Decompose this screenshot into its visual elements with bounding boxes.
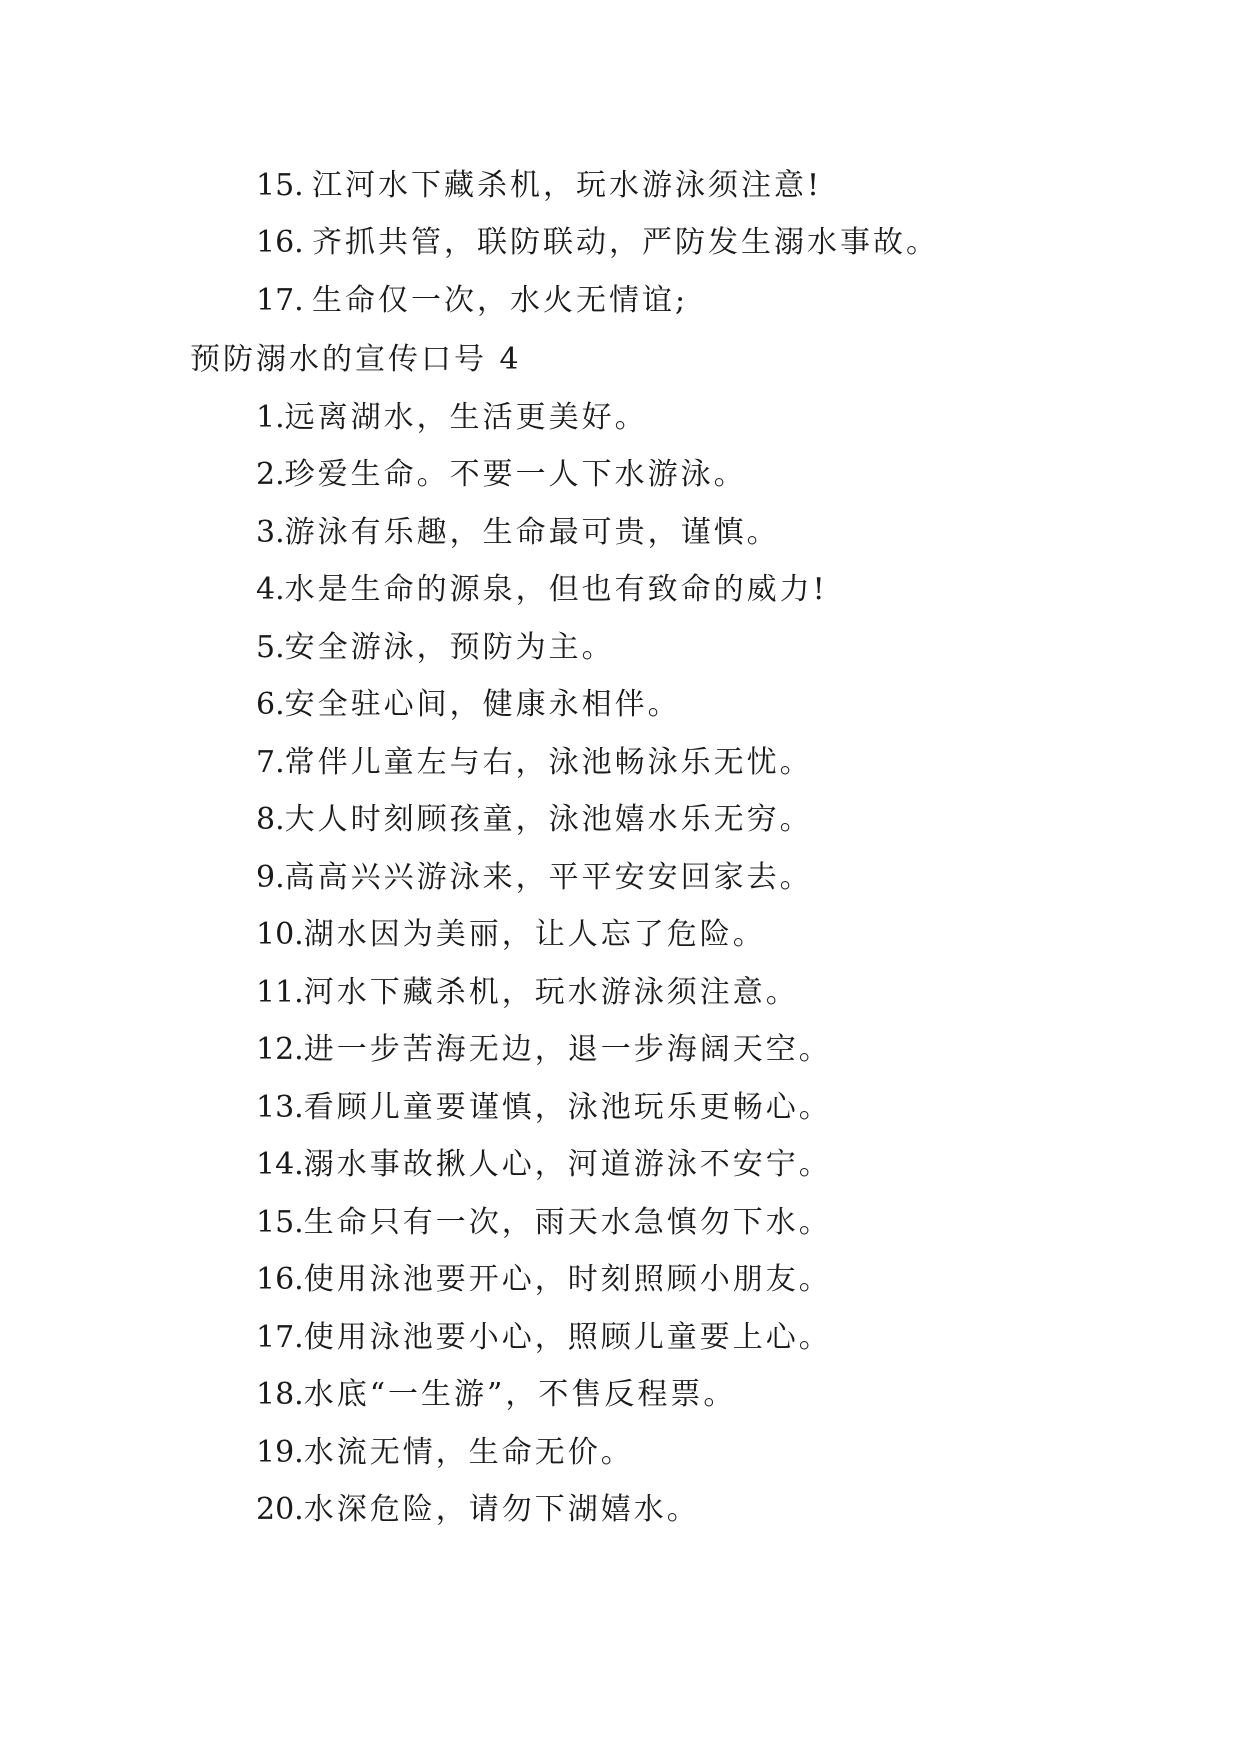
item-number: 15. [256,168,304,203]
item-number: 17. [256,1320,304,1355]
list-item [256,398,648,438]
item-number: 20. [256,1492,304,1527]
list-item [256,1260,832,1300]
item-text: 游泳有乐趣，生命最可贵，谨慎。 [284,515,780,550]
list-item [256,1088,832,1128]
item-text: 常伴儿童左与右，泳池畅泳乐无忧。 [284,745,813,780]
item-text: 大人时刻顾孩童，泳池嬉水乐无穷。 [284,802,813,837]
list-item [256,513,780,553]
item-number: 7. [256,745,285,780]
item-number: 17. [256,283,304,318]
list-item [256,1203,832,1243]
list-item [256,570,828,610]
item-text: 河水下藏杀机，玩水游泳须注意。 [303,975,799,1010]
item-text: 看顾儿童要谨慎，泳池玩乐更畅心。 [303,1090,832,1125]
item-number: 12. [256,1032,304,1067]
list-item [256,800,813,840]
item-number: 18. [256,1377,304,1412]
list-item [256,1375,736,1415]
item-text: 湖水因为美丽，让人忘了危险。 [303,917,766,952]
item-number: 10. [256,917,304,952]
item-text: 溺水事故揪人心，河道游泳不安宁。 [303,1147,832,1182]
item-number: 3. [256,515,285,550]
list-item [256,1145,832,1185]
item-number: 8. [256,802,285,837]
list-item [256,166,822,206]
item-text: 进一步苦海无边，退一步海阔天空。 [303,1032,832,1067]
list-item [256,223,939,263]
item-number: 19. [256,1435,304,1470]
list-item [256,973,799,1013]
item-text: 江河水下藏杀机，玩水游泳须注意! [312,168,823,203]
item-text: 水是生命的源泉，但也有致命的威力! [284,572,828,607]
list-item [256,858,813,898]
item-text: 安全游泳，预防为主。 [284,630,615,665]
list-item [256,743,813,783]
item-number: 11. [256,975,304,1010]
item-number: 9. [256,860,285,895]
list-item [256,1030,832,1070]
list-item [256,1318,832,1358]
item-text: 安全驻心间，健康永相伴。 [284,687,681,722]
item-text: 远离湖水，生活更美好。 [284,400,648,435]
item-text: 生命仅一次，水火无情谊; [312,283,689,318]
item-text: 齐抓共管，联防联动，严防发生溺水事故。 [312,225,939,260]
item-text: 水深危险，请勿下湖嬉水。 [303,1492,700,1527]
list-item [256,1490,700,1530]
item-number: 15. [256,1205,304,1240]
item-text: 使用泳池要开心，时刻照顾小朋友。 [303,1262,832,1297]
item-text: 生命只有一次，雨天水急慎勿下水。 [303,1205,832,1240]
list-item [256,455,747,495]
item-number: 13. [256,1090,304,1125]
section-heading: 预防溺水的宣传口号 4 [190,342,522,377]
list-item [256,281,688,321]
list-item [256,685,681,725]
item-text: 珍爱生命。不要一人下水游泳。 [284,457,747,492]
item-number: 16. [256,225,304,260]
item-text: 使用泳池要小心，照顾儿童要上心。 [303,1320,832,1355]
item-text: 高高兴兴游泳来，平平安安回家去。 [284,860,813,895]
item-text: 水流无情，生命无价。 [303,1435,634,1470]
item-number: 1. [256,400,285,435]
item-number: 6. [256,687,285,722]
item-text: 水底“一生游”，不售反程票。 [303,1377,737,1412]
item-number: 14. [256,1147,304,1182]
item-number: 5. [256,630,285,665]
item-number: 4. [256,572,285,607]
item-number: 2. [256,457,285,492]
list-item [256,915,766,955]
item-number: 16. [256,1262,304,1297]
list-item [256,1433,634,1473]
list-item [256,628,615,668]
